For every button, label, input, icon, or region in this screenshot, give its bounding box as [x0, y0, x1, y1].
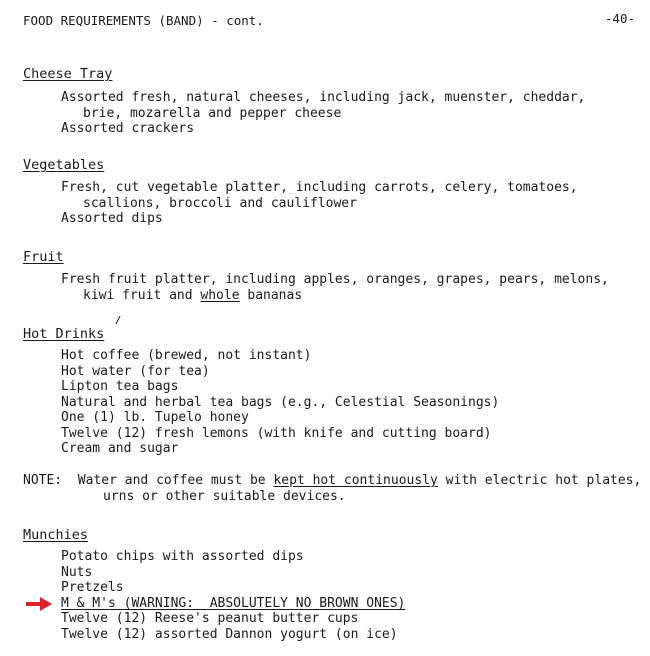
- section-title-hot-drinks: Hot Drinks: [23, 326, 105, 342]
- cheese-line-1: Assorted fresh, natural cheeses, including jack, muenster, cheddar,: [61, 90, 586, 105]
- hot-drinks-item: Natural and herbal tea bags (e.g., Celestial Seasonings): [61, 394, 500, 410]
- note-block: [23, 473, 643, 505]
- note-text-a: Water and coffee must be: [77, 473, 274, 488]
- pen-mark-icon: [115, 316, 121, 324]
- red-arrow-icon: [26, 597, 52, 611]
- munchies-item: Twelve (12) Reese's peanut butter cups: [61, 611, 359, 626]
- section-cheese-tray: [23, 66, 638, 137]
- munchies-item: Pretzels: [61, 580, 124, 595]
- cheese-line-2: brie, mozarella and pepper cheese: [83, 105, 342, 121]
- section-hot-drinks: [23, 326, 638, 457]
- page-header: [23, 13, 635, 29]
- hot-drinks-item: Hot coffee (brewed, not instant): [61, 348, 312, 363]
- hot-drinks-item: Twelve (12) fresh lemons (with knife and cutting board): [61, 425, 492, 441]
- fruit-line-2-a: kiwi fruit and: [83, 287, 201, 303]
- note-line-1: [23, 473, 643, 489]
- note-line-2: urns or other suitable devices.: [103, 489, 346, 504]
- vegetables-line-1: Fresh, cut vegetable platter, including carrots, celery, tomatoes,: [61, 180, 578, 195]
- fruit-line-1: Fresh fruit platter, including apples, oranges, grapes, pears, melons,: [61, 272, 609, 287]
- note-emphasis: kept hot continuously: [273, 473, 438, 488]
- section-munchies: [23, 527, 638, 642]
- section-fruit: [23, 249, 638, 303]
- note-text-c: with electric hot plates,: [437, 473, 642, 488]
- vegetables-line-3: Assorted dips: [61, 211, 163, 226]
- hot-drinks-item: Lipton tea bags: [61, 379, 179, 394]
- cheese-line-3: Assorted crackers: [61, 121, 195, 136]
- fruit-line-2-c: bananas: [239, 287, 303, 303]
- section-title-fruit: Fruit: [23, 249, 64, 265]
- munchies-item: Twelve (12) assorted Dannon yogurt (on ice): [61, 626, 398, 642]
- section-title-cheese: Cheese Tray: [23, 66, 113, 82]
- hot-drinks-item: Hot water (for tea): [61, 363, 210, 379]
- hot-drinks-item: One (1) lb. Tupelo honey: [61, 410, 249, 425]
- note-label: NOTE:: [23, 473, 63, 488]
- munchies-item-warning: M & M's (WARNING: ABSOLUTELY NO BROWN ONES): [61, 595, 406, 611]
- page-title: FOOD REQUIREMENTS (BAND) - cont.: [23, 13, 264, 28]
- munchies-item: Potato chips with assorted dips: [61, 549, 304, 564]
- section-title-munchies: Munchies: [23, 527, 89, 543]
- fruit-line-2: [83, 288, 638, 304]
- vegetables-line-2: scallions, broccoli and cauliflower: [83, 195, 357, 211]
- section-vegetables: [23, 157, 638, 227]
- munchies-item: Nuts: [61, 564, 93, 580]
- fruit-emphasis-whole: whole: [200, 287, 240, 303]
- section-title-vegetables: Vegetables: [23, 157, 105, 173]
- hot-drinks-item: Cream and sugar: [61, 441, 179, 456]
- page-number: -40-: [604, 11, 635, 26]
